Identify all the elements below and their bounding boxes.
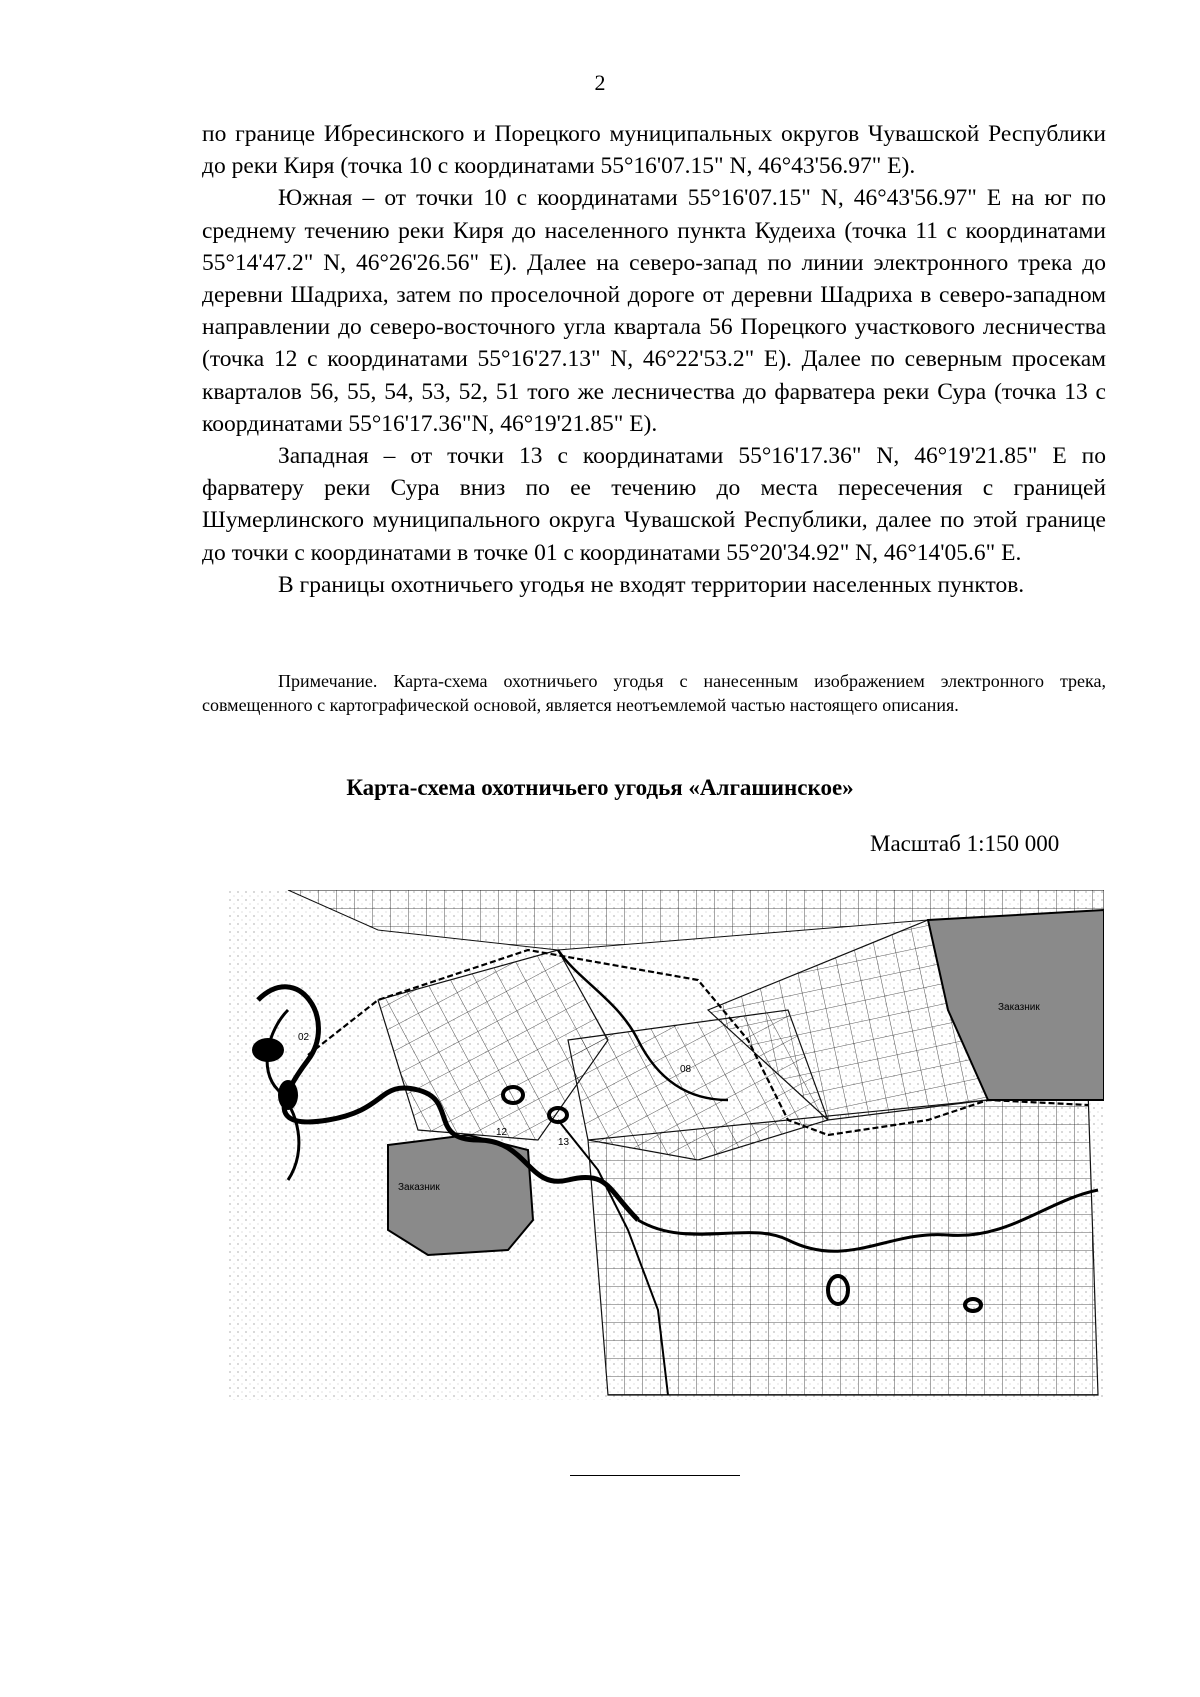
paragraph-exclusions: В границы охотничьего угодья не входят территории населенных пунктов.: [278, 571, 1025, 598]
map-point-02: 02: [298, 1032, 310, 1043]
paragraph-north-boundary-end: по границе Ибресинского и Порецкого муниципальных округов Чувашской Республики до реки Киря (точка 10 с координатами 55°16'07.15" N, 46°43'56.97" E).: [202, 121, 1106, 180]
paragraph-west-boundary: Западная – от точки 13 с координатами 55°16'17.36" N, 46°19'21.85" E по фарватеру реки Сура вниз по ее течению до места пересечения с границей Шумерлинского муниципального округа Чувашской Республики, далее по этой границе до точки с координатами в точке 01 с координатами 55°20'34.92" N, 46°14'05.6" E.: [202, 443, 1106, 566]
paragraph-south-boundary: Южная – от точки 10 с координатами 55°16'07.15" N, 46°43'56.97" E на юг по среднему течению реки Киря до населенного пункта Кудеиха (точка 11 с координатами 55°14'47.2" N, 46°26'26.56" E). Далее на северо-запад по линии электронного трека до деревни Шадриха, затем по проселочной дороге от деревни Шадриха в северо-западном направлении до северо-восточного угла квартала 56 Порецкого участкового лесничества (точка 12 с координатами 55°16'27.13" N, 46°22'53.2" E). Далее по северным просекам кварталов 56, 55, 54, 53, 52, 51 того же лесничества до фарватера реки Сура (точка 13 с координатами 55°16'17.36"N, 46°19'21.85" E).: [202, 185, 1106, 437]
note-paragraph: Примечание. Карта-схема охотничьего угодья с нанесенным изображением электронного трека, совмещенного с картографической основой, является неотъемлемой частью настоящего описания.: [202, 671, 1106, 715]
map-point-13: 13: [558, 1137, 570, 1148]
map-zone-label-1: Заказник: [398, 1182, 440, 1193]
description-text: [202, 118, 1106, 601]
page-number: 2: [594, 70, 606, 95]
map-title: Карта-схема охотничьего угодья «Алгашинское»: [346, 775, 854, 800]
map-scale: Масштаб 1:150 000: [870, 831, 1060, 856]
map-image: [228, 890, 1104, 1400]
map-point-12: 12: [496, 1127, 508, 1138]
footer-rule: [570, 1475, 740, 1476]
hunting-ground-map: [228, 890, 1104, 1400]
map-zone-label-2: Заказник: [998, 1002, 1040, 1013]
map-point-08: 08: [680, 1064, 692, 1075]
